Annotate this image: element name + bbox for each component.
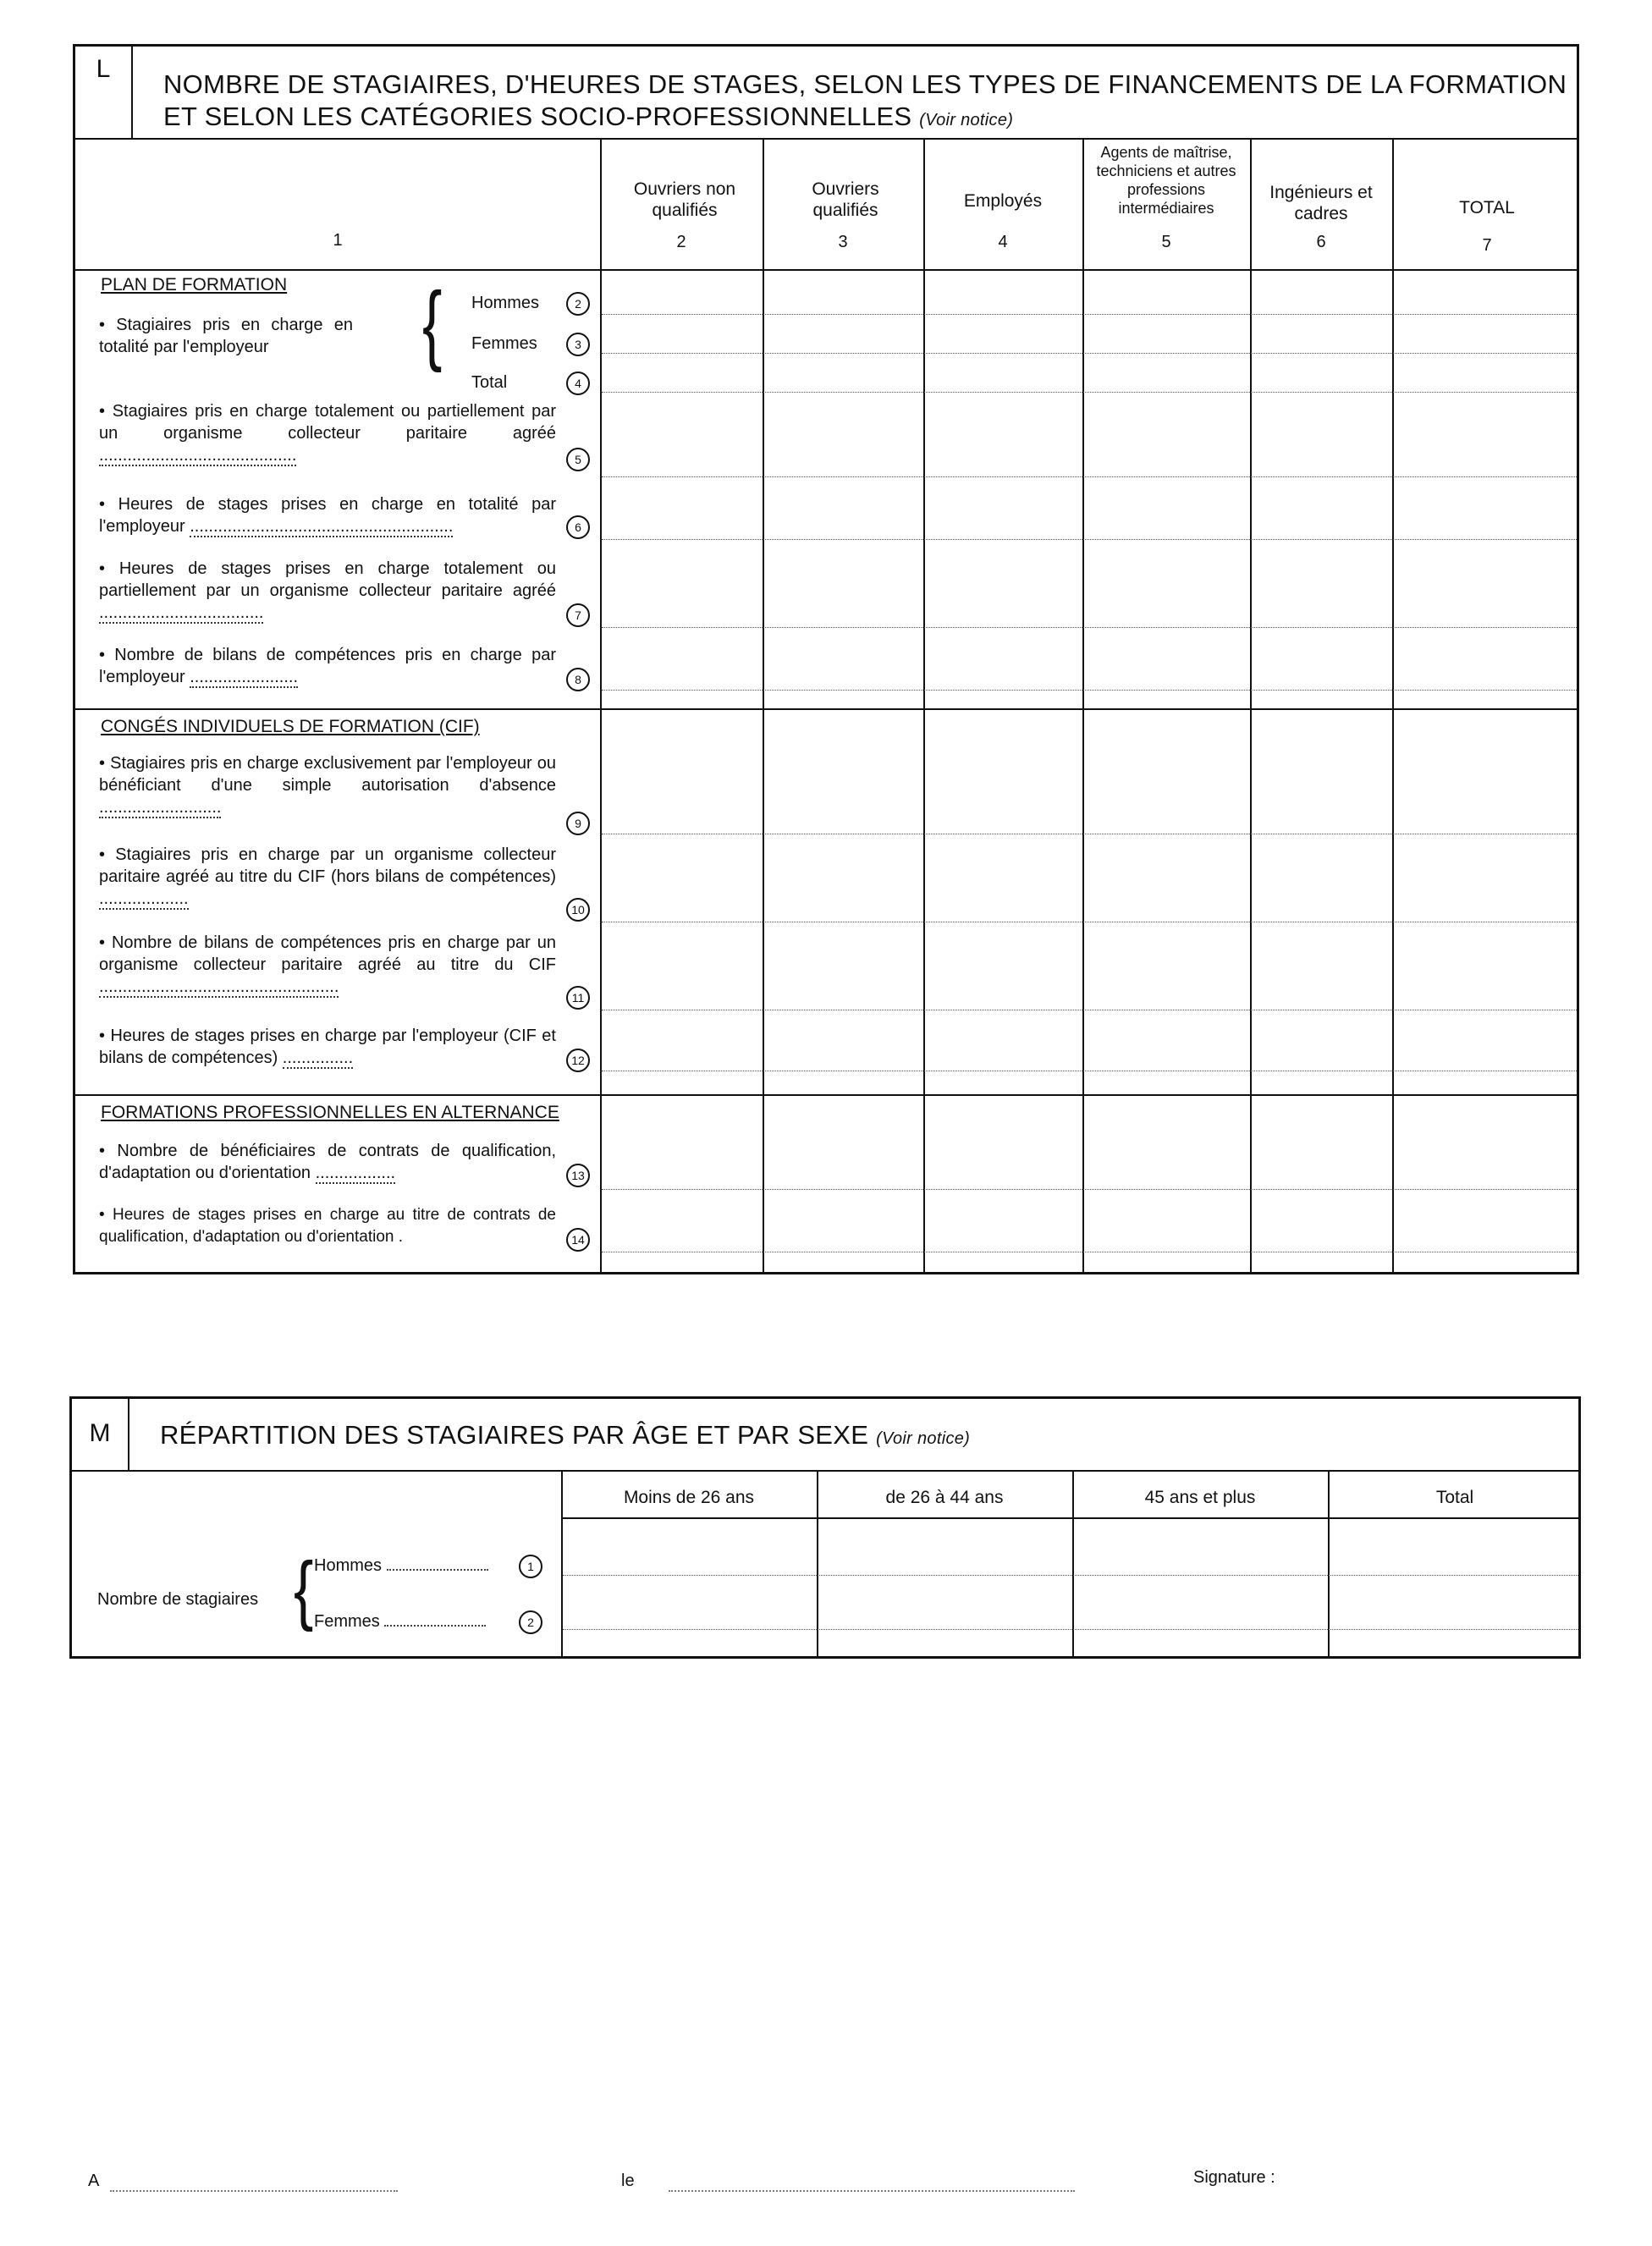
col-header-7-num: 7	[1482, 236, 1492, 255]
section-l-table	[73, 44, 1579, 1274]
m-marker-1: 1	[519, 1555, 542, 1578]
marker-11: 11	[566, 986, 590, 1010]
marker-10: 10	[566, 898, 590, 922]
m-brace: {	[294, 1546, 314, 1632]
marker-6: 6	[566, 515, 590, 539]
marker-12: 12	[566, 1049, 590, 1072]
footer-le-label: le	[621, 2172, 635, 2190]
cif-item-9: • Stagiaires pris en charge exclusivement par l'employeur ou bénéficiant d'une simple autorisation d'absence ..........................	[99, 754, 557, 817]
section-l-letter: L	[75, 47, 133, 138]
col-header-7: TOTAL	[1459, 198, 1515, 217]
m-marker-2: 2	[519, 1610, 542, 1634]
plan-item-stagiaires-employeur: • Stagiaires pris en charge en totalité par l'employeur	[99, 316, 353, 356]
section-l-header	[75, 47, 1577, 140]
col-header-4-num: 4	[998, 233, 1008, 251]
marker-3: 3	[566, 333, 590, 356]
marker-5: 5	[566, 448, 590, 471]
section-m-table	[69, 1396, 1581, 1659]
col-header-3-num: 3	[838, 233, 848, 251]
footer-a-label: A	[88, 2172, 100, 2190]
marker-14: 14	[566, 1228, 590, 1252]
marker-4: 4	[566, 372, 590, 395]
section-m-header	[72, 1399, 1578, 1472]
marker-8: 8	[566, 668, 590, 691]
footer-signature-label: Signature :	[1193, 2168, 1275, 2187]
marker-13: 13	[566, 1164, 590, 1187]
m-col-26-44: de 26 à 44 ans	[885, 1488, 1004, 1507]
col-header-3: Ouvriers qualifiés	[812, 179, 879, 220]
plan-formation-heading: PLAN DE FORMATION	[101, 275, 288, 295]
marker-7: 7	[566, 603, 590, 627]
plan-item-8: • Nombre de bilans de compétences pris en charge par l'employeur .......................	[99, 646, 556, 686]
plan-item-7: • Heures de stages prises en charge totalement ou partiellement par un organisme collecteur paritaire agréé ...................................	[99, 559, 556, 622]
section-m-title: RÉPARTITION DES STAGIAIRES PAR ÂGE ET PAR SEXE (Voir notice)	[160, 1420, 971, 1450]
section-l-title: NOMBRE DE STAGIAIRES, D'HEURES DE STAGES, SELON LES TYPES DE FINANCEMENTS DE LA FORMATION ET SELON LES CATÉGORIES SOCIO-PROFESSIONNELLES (Voir notice)	[163, 69, 1567, 131]
footer-a-line[interactable]	[110, 2190, 398, 2192]
section-m-letter: M	[72, 1399, 129, 1470]
cif-item-10: • Stagiaires pris en charge par un organisme collecteur paritaire agréé au titre du CIF (hors bilans de compétences) ...................	[99, 845, 556, 908]
alternance-heading: FORMATIONS PROFESSIONNELLES EN ALTERNANCE	[101, 1103, 559, 1122]
col-header-2-num: 2	[676, 233, 686, 251]
marker-2: 2	[566, 292, 590, 316]
col-header-5-num: 5	[1161, 233, 1171, 251]
m-hommes: Hommes	[314, 1556, 488, 1576]
plan-item-5: • Stagiaires pris en charge totalement ou partiellement par un organisme collecteur paritaire agréé ..........................................	[99, 402, 557, 465]
m-col-45-plus: 45 ans et plus	[1144, 1488, 1256, 1507]
m-col-moins-26: Moins de 26 ans	[623, 1488, 755, 1507]
col-header-6-num: 6	[1316, 233, 1326, 251]
footer-le-line[interactable]	[669, 2190, 1075, 2192]
m-col-total: Total	[1435, 1488, 1474, 1507]
marker-9: 9	[566, 812, 590, 835]
cif-item-11: • Nombre de bilans de compétences pris en charge par un organisme collecteur paritaire agréé au titre du CIF ...................................................	[99, 933, 557, 996]
plan-hommes-label: Hommes	[471, 294, 540, 312]
col-header-4: Employés	[963, 191, 1043, 211]
col-header-1-num: 1	[333, 231, 343, 250]
m-row-label: Nombre de stagiaires	[97, 1590, 259, 1609]
alternance-item-14: • Heures de stages prises en charge au titre de contrats de qualification, d'adaptation ou d'orientation .	[99, 1206, 556, 1246]
alternance-item-13: • Nombre de bénéficiaires de contrats de qualification, d'adaptation ou d'orientation .................	[99, 1142, 557, 1182]
plan-femmes-label: Femmes	[471, 334, 537, 353]
cif-heading: CONGÉS INDIVIDUELS DE FORMATION (CIF)	[101, 717, 480, 736]
plan-total-label: Total	[471, 373, 508, 392]
col-header-2: Ouvriers non qualifiés	[633, 179, 736, 220]
plan-brace: {	[422, 273, 443, 373]
col-header-6: Ingénieurs et cadres	[1269, 183, 1373, 223]
plan-item-6: • Heures de stages prises en charge en totalité par l'employeur ........................................................	[99, 495, 556, 536]
cif-item-12: • Heures de stages prises en charge par l'employeur (CIF et bilans de compétences) ...............	[99, 1027, 556, 1067]
col-header-5: Agents de maîtrise, techniciens et autres professions intermédiaires	[1096, 144, 1236, 217]
m-femmes: Femmes	[314, 1612, 486, 1632]
